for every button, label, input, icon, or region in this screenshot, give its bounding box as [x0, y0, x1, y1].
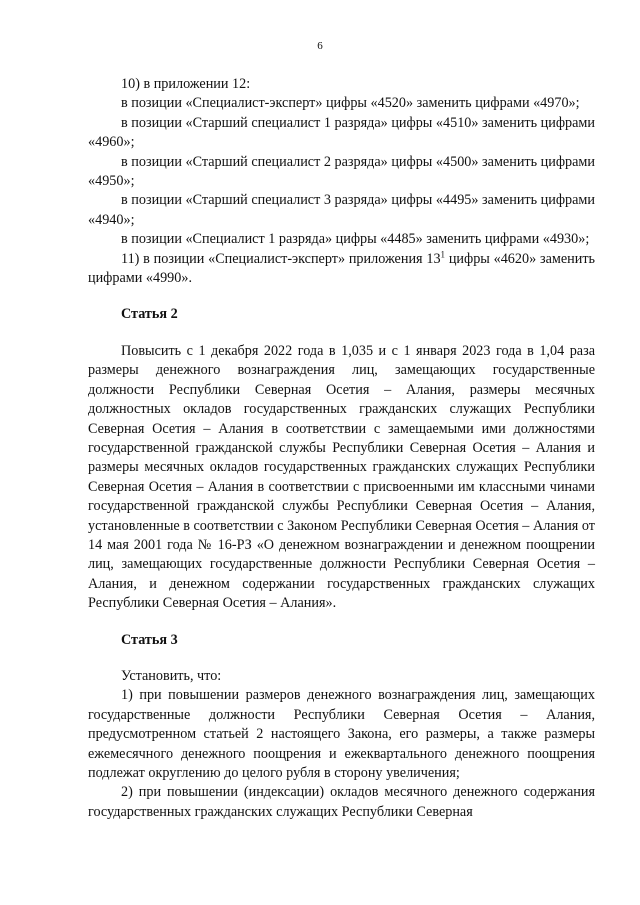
section-10-item-4: в позиции «Старший специалист 3 разряда» цифры «4495» заменить цифрами «4940»; — [88, 192, 595, 228]
section-11 — [88, 250, 595, 289]
section-10-item-5: в позиции «Специалист 1 разряда» цифры «4485» заменить цифрами «4930»; — [121, 231, 590, 248]
article-3-intro: Установить, что: — [121, 667, 222, 684]
section-11-text-end: цифры «4620» заменить цифрами «4990». — [88, 250, 595, 287]
article-3-heading: Статья 3 — [121, 631, 178, 648]
section-10-item-3: в позиции «Старший специалист 2 разряда» цифры «4500» заменить цифрами «4950»; — [88, 153, 595, 190]
section-11-text-start: 11) в позиции «Специалист-эксперт» приложения 13 — [121, 250, 441, 267]
article-3-item-1: 1) при повышении размеров денежного вознаграждения лиц, замещающих государственные должности Республики Северная Осетия – Алания, предусмотренном статьей 2 настоящего Закона, его размеры, а также размеры ежемесячного денежного поощрения и ежеквартального денежного поощрения подлежат округлению до целого рубля в сторону увеличения; — [88, 687, 595, 781]
section-11-superscript: 1 — [440, 248, 446, 259]
article-3-item-2: 2) при повышении (индексации) окладов месячного денежного содержания государственных гражданских служащих Республики Северная — [88, 784, 595, 820]
section-10-item-2: в позиции «Старший специалист 1 разряда» цифры «4510» заменить цифрами «4960»; — [88, 114, 595, 151]
section-10-item-1: в позиции «Специалист-эксперт» цифры «4520» заменить цифрами «4970»; — [121, 95, 580, 112]
document-body — [88, 75, 595, 822]
article-2-text: Повысить с 1 декабря 2022 года в 1,035 и с 1 января 2023 года в 1,04 раза размеры денежного вознаграждения лиц, замещающих государственные должности Республики Северная Осетия – Алания, размеры месячных должностных окладов государственных гражданских служащих Республики Северная Осетия – Алания в соответствии с замещаемыми ими должностями государственной гражданской службы Республики Северная Осетия – Алания и размеры месячных окладов государственных гражданских служащих Республики Северная Осетия – Алания в соответствии с присвоенными им классными чинами государственной гражданской службы Республики Северная Осетия – Алания, установленные в соответствии с Законом Республики Северная Осетия – Алания от 14 мая 2001 года № 16-РЗ «О денежном вознаграждении и денежном поощрении лиц, замещающих государственные должности Республики Северная Осетия – Алания, и денежном содержании государственных гражданских служащих Республики Северная Осетия – Алания». — [88, 342, 595, 612]
section-10-intro: 10) в приложении 12: — [121, 76, 251, 92]
article-2-heading: Статья 2 — [121, 306, 178, 323]
page-number: 6 — [317, 40, 323, 52]
